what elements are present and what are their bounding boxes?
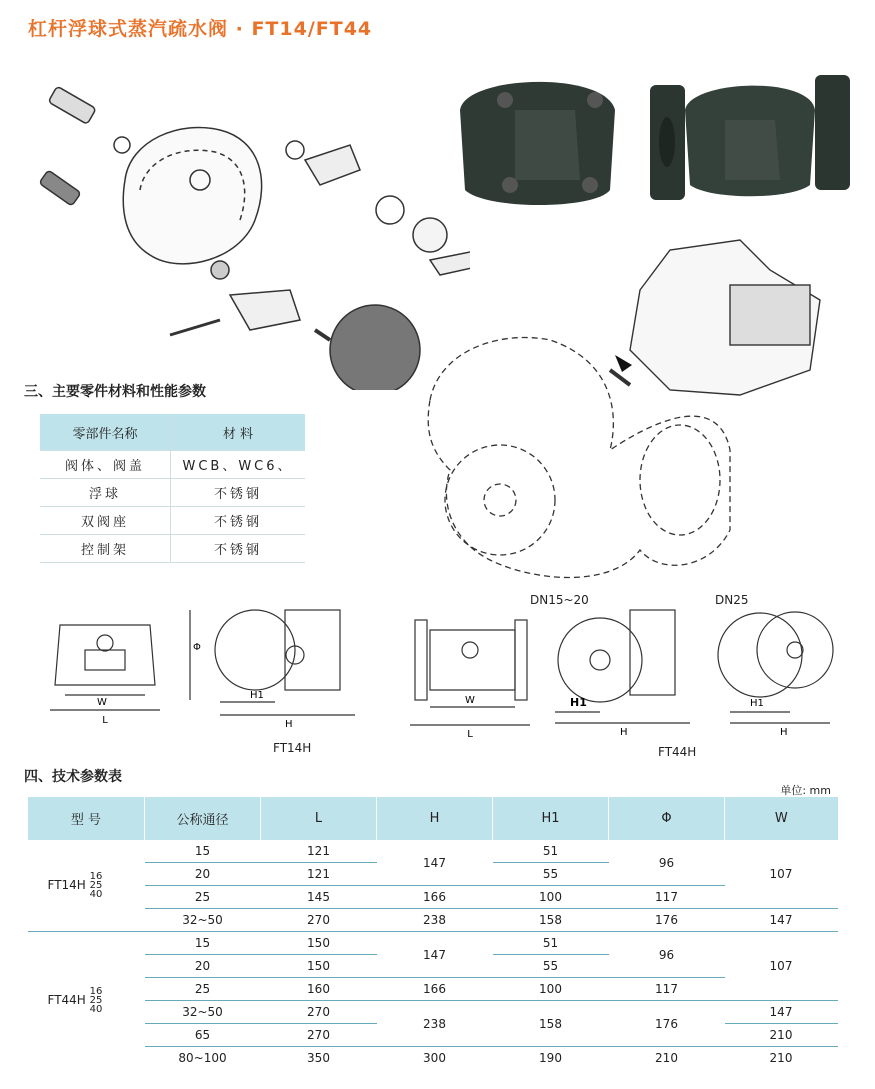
material-value: 不锈钢 [171,507,306,535]
w-cell: 107 [725,932,838,1001]
h-cell: 300 [423,1051,446,1065]
h1-cell: 158 [493,1001,609,1047]
dim-phi-label: Φ [193,642,201,653]
model-name: FT44H [47,993,86,1007]
model-ft14h [28,840,145,932]
h-cell: 238 [377,1001,493,1047]
header-w: W [725,797,838,840]
dim-h1-label: H1 [250,690,264,701]
pressure-value: 40 [89,889,103,900]
dim-l-label: L [102,715,108,726]
ft44h-drawing-label: FT44H [658,745,697,759]
dn-cell: 32~50 [145,909,261,932]
l-cell: 145 [261,886,377,909]
l-cell: 270 [261,1024,377,1047]
material-value: 不锈钢 [171,535,306,563]
table-row [40,507,305,535]
pressure-ratings [90,987,103,1014]
l-cell: 121 [261,840,377,863]
unit-label: 单位: mm [780,784,831,797]
phi-cell: 117 [609,978,725,1001]
w-cell: 210 [769,1051,793,1065]
model-name: FT14H [47,878,86,892]
header-phi: Φ [609,797,725,840]
table-row [40,535,305,563]
header-l: L [261,797,377,840]
material-value: 不锈钢 [171,479,306,507]
materials-header-row [40,414,305,451]
spec-table [27,797,838,1069]
pressure-value: 16 [89,986,103,997]
header-h1: H1 [493,797,609,840]
exploded-parts-illustration [30,60,470,390]
table-row [40,479,305,507]
h-cell: 166 [377,978,493,1001]
dim-l-label-ft44: L [467,729,473,740]
spec-header-row [28,797,838,840]
table-row [28,886,838,909]
phi-cell: 176 [609,1001,725,1047]
ft44-valve-photo [650,70,850,210]
table-row [28,909,838,932]
dn-cell: 20 [145,955,261,978]
dimension-drawings [30,595,850,765]
h1-cell: 158 [493,909,609,932]
h-cell: 147 [377,932,493,978]
table-row [28,840,838,863]
header-model: 型 号 [28,797,145,840]
h1-cell: 190 [539,1051,562,1065]
part-name: 双阀座 [40,507,171,535]
dim-h-label: H [285,719,293,730]
pressure-ratings [90,872,103,899]
phi-cell: 117 [609,886,725,909]
part-name: 浮球 [40,479,171,507]
dn-cell: 20 [145,863,261,886]
dn-cell: 15 [145,932,261,955]
w-cell: 147 [725,1001,838,1024]
l-cell: 350 [307,1051,330,1065]
table-row [40,451,305,479]
part-name: 阀体、阀盖 [40,451,171,479]
w-cell: 107 [725,840,838,909]
pressure-value: 16 [89,871,103,882]
h1-cell: 100 [493,886,609,909]
w-cell: 147 [725,909,838,932]
dim-h-label-dn15: H [620,727,628,738]
dn-cell: 32~50 [145,1001,261,1024]
l-cell: 150 [261,932,377,955]
l-cell: 121 [261,863,377,886]
dn-cell: 80~100 [178,1051,227,1065]
dn-cell: 15 [145,840,261,863]
dn15-20-label: DN15~20 [530,593,589,607]
dn-cell: 25 [145,978,261,1001]
h1-cell: 55 [493,863,609,886]
materials-section-title: 三、主要零件材料和性能参数 [24,384,206,400]
dim-h1-label-dn15: H1 [570,696,587,709]
phi-cell: 210 [655,1051,678,1065]
materials-header-part: 零部件名称 [40,414,171,451]
ft14h-drawing-label: FT14H [273,741,312,755]
h1-cell: 51 [493,840,609,863]
header-dn: 公称通径 [145,797,261,840]
table-row [28,932,838,955]
phi-cell: 176 [609,909,725,932]
pressure-value: 25 [89,880,103,891]
h-cell: 166 [377,886,493,909]
l-cell: 150 [261,955,377,978]
h1-cell: 55 [493,955,609,978]
dn25-label: DN25 [715,593,749,607]
pressure-value: 25 [89,995,103,1006]
h-cell: 238 [377,909,493,932]
valve-body-outline-drawing [410,230,850,590]
dim-w-label-ft44: W [465,695,475,706]
ft14-valve-photo [445,70,635,210]
materials-table [40,414,305,563]
dim-h-label-dn25: H [780,727,788,738]
dn-cell: 65 [145,1024,261,1047]
dn-cell: 25 [145,886,261,909]
spec-section-title: 四、技术参数表 [24,769,122,785]
phi-cell: 96 [609,932,725,978]
pressure-value: 40 [89,1004,103,1015]
table-row [28,1001,838,1024]
page-title: 杠杆浮球式蒸汽疏水阀 · FT14/FT44 [28,18,373,40]
h-cell: 147 [377,840,493,886]
materials-header-material: 材 料 [171,414,306,451]
table-row [28,1047,838,1070]
h1-cell: 51 [493,932,609,955]
material-value: WCB、WC6、 [171,451,306,479]
h1-cell: 100 [493,978,609,1001]
header-h: H [377,797,493,840]
part-name: 控制架 [40,535,171,563]
l-cell: 270 [261,1001,377,1024]
dim-h1-label-dn25: H1 [750,698,764,709]
dim-w-label: W [97,697,107,708]
phi-cell: 96 [609,840,725,886]
w-cell: 210 [725,1024,838,1047]
model-ft44h [28,932,145,1070]
table-row [28,978,838,1001]
l-cell: 160 [261,978,377,1001]
l-cell: 270 [261,909,377,932]
